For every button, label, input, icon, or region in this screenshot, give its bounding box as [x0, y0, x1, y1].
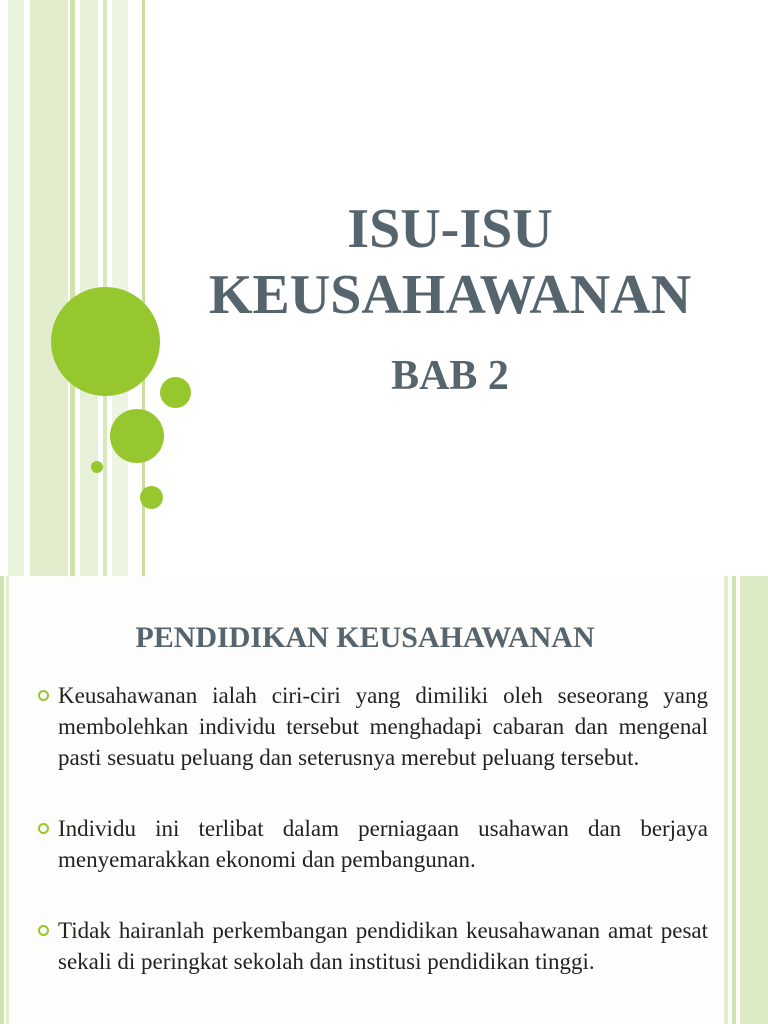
- circle-bullet-icon: [38, 823, 49, 834]
- green-circle-icon: [140, 486, 163, 509]
- stripe-decoration: [8, 0, 24, 576]
- list-item: [36, 680, 708, 773]
- stripe-decoration: [732, 576, 736, 1024]
- green-circle-icon: [51, 287, 160, 396]
- stripe-decoration: [6, 576, 9, 1024]
- slide-subtitle: BAB 2: [391, 353, 509, 399]
- circle-bullet-icon: [38, 925, 49, 936]
- stripe-decoration: [0, 576, 4, 1024]
- list-item-text: Keusahawanan ialah ciri-ciri yang dimiliki oleh seseorang yang membolehkan individu tersebut menghadapi cabaran dan mengenal pasti sesuatu peluang dan seterusnya merebut peluang tersebut.: [58, 683, 708, 770]
- stripe-decoration: [740, 576, 768, 1024]
- list-item-text: Individu ini terlibat dalam perniagaan usahawan dan berjaya menyemarakkan ekonomi dan pembangunan.: [58, 816, 708, 872]
- list-item: [36, 915, 708, 977]
- title-line-1: ISU-ISU: [347, 198, 553, 260]
- bullet-list: [36, 680, 708, 977]
- list-item: [36, 813, 708, 875]
- stripe-decoration: [724, 576, 728, 1024]
- circle-bullet-icon: [38, 690, 49, 701]
- section-heading: PENDIDIKAN KEUSAHAWANAN: [135, 621, 595, 654]
- content-slide: [0, 576, 768, 1024]
- list-item-text: Tidak hairanlah perkembangan pendidikan keusahawanan amat pesat sekali di peringkat sekolah dan institusi pendidikan tinggi.: [58, 918, 708, 974]
- title-line-2: KEUSAHAWANAN: [208, 264, 692, 326]
- green-circle-icon: [110, 409, 164, 463]
- stripe-decoration: [70, 0, 75, 576]
- stripe-decoration: [30, 0, 68, 576]
- green-circle-icon: [91, 461, 103, 473]
- slide-title: [160, 196, 740, 328]
